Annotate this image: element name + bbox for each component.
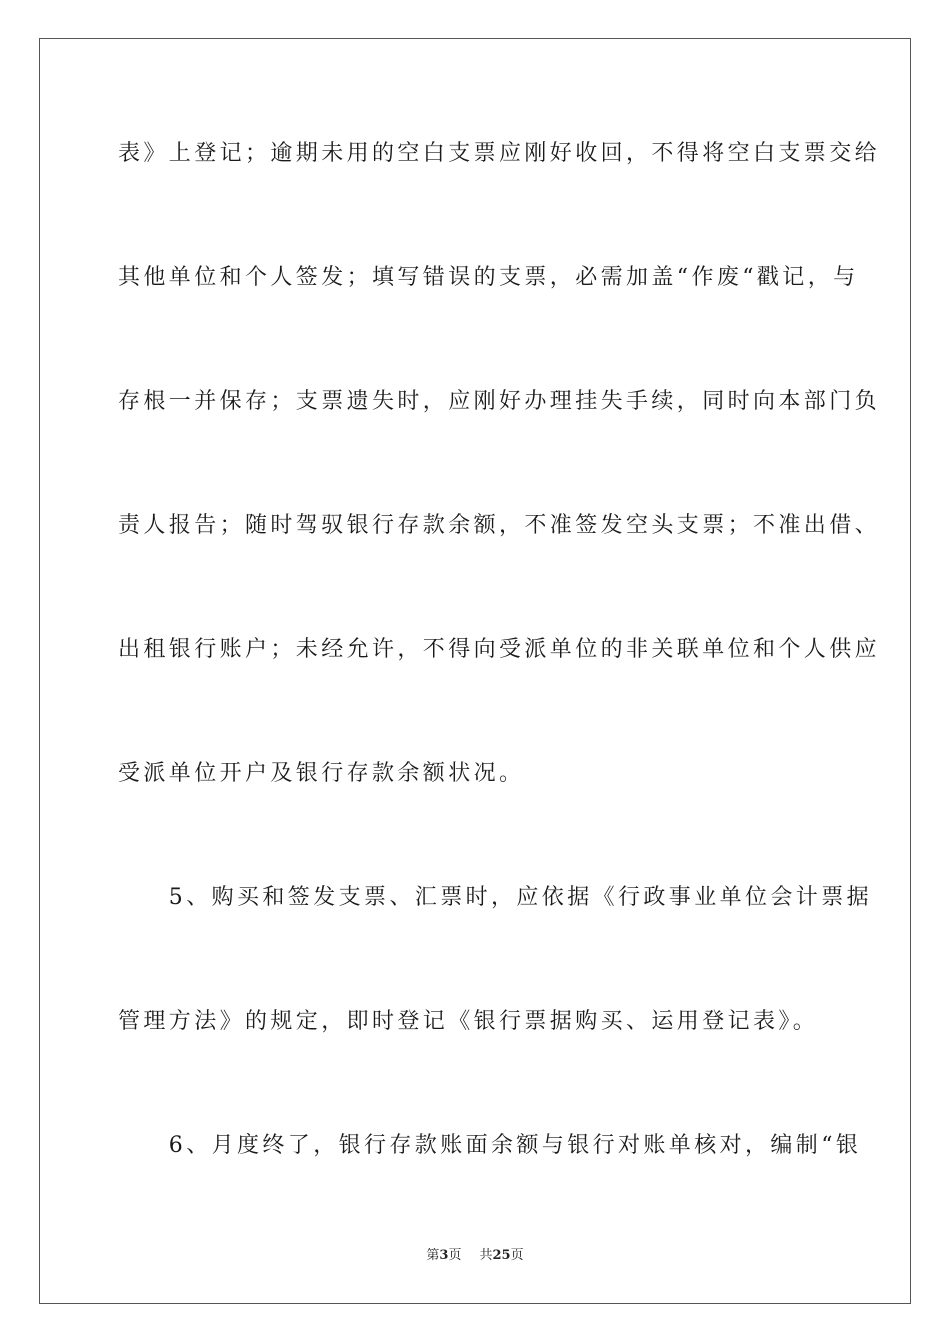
paragraph-line-3: 存根一并保存；支票遗失时，应刚好办理挂失手续，同时向本部门负	[118, 389, 881, 414]
paragraph-line-8: 管理方法》的规定，即时登记《银行票据购买、运用登记表》。	[118, 1009, 819, 1034]
footer-total-prefix: 共	[479, 1248, 493, 1263]
footer-page-prefix: 第	[426, 1248, 440, 1263]
paragraph-line-6: 受派单位开户及银行存款余额状况。	[118, 761, 525, 786]
page-footer	[0, 1248, 950, 1264]
paragraph-line-7: 5、购买和签发支票、汇票时，应依据《行政事业单位会计票据	[118, 885, 872, 910]
footer-page-number: 3	[439, 1248, 449, 1263]
paragraph-line-1: 表》上登记；逾期未用的空白支票应刚好收回，不得将空白支票交给	[118, 141, 881, 166]
paragraph-line-4: 责人报告；随时驾驭银行存款余额，不准签发空头支票；不准出借、	[118, 513, 881, 538]
paragraph-line-9: 6、月度终了，银行存款账面余额与银行对账单核对，编制“银	[118, 1133, 862, 1158]
footer-total-pages: 25	[492, 1248, 511, 1263]
paragraph-line-5: 出租银行账户；未经允许，不得向受派单位的非关联单位和个人供应	[118, 637, 881, 662]
page-border	[39, 38, 911, 1304]
footer-page-suffix: 页	[448, 1248, 462, 1263]
footer-total-suffix: 页	[510, 1248, 524, 1263]
paragraph-line-2: 其他单位和个人签发；填写错误的支票，必需加盖“作废“戳记，与	[118, 265, 859, 290]
